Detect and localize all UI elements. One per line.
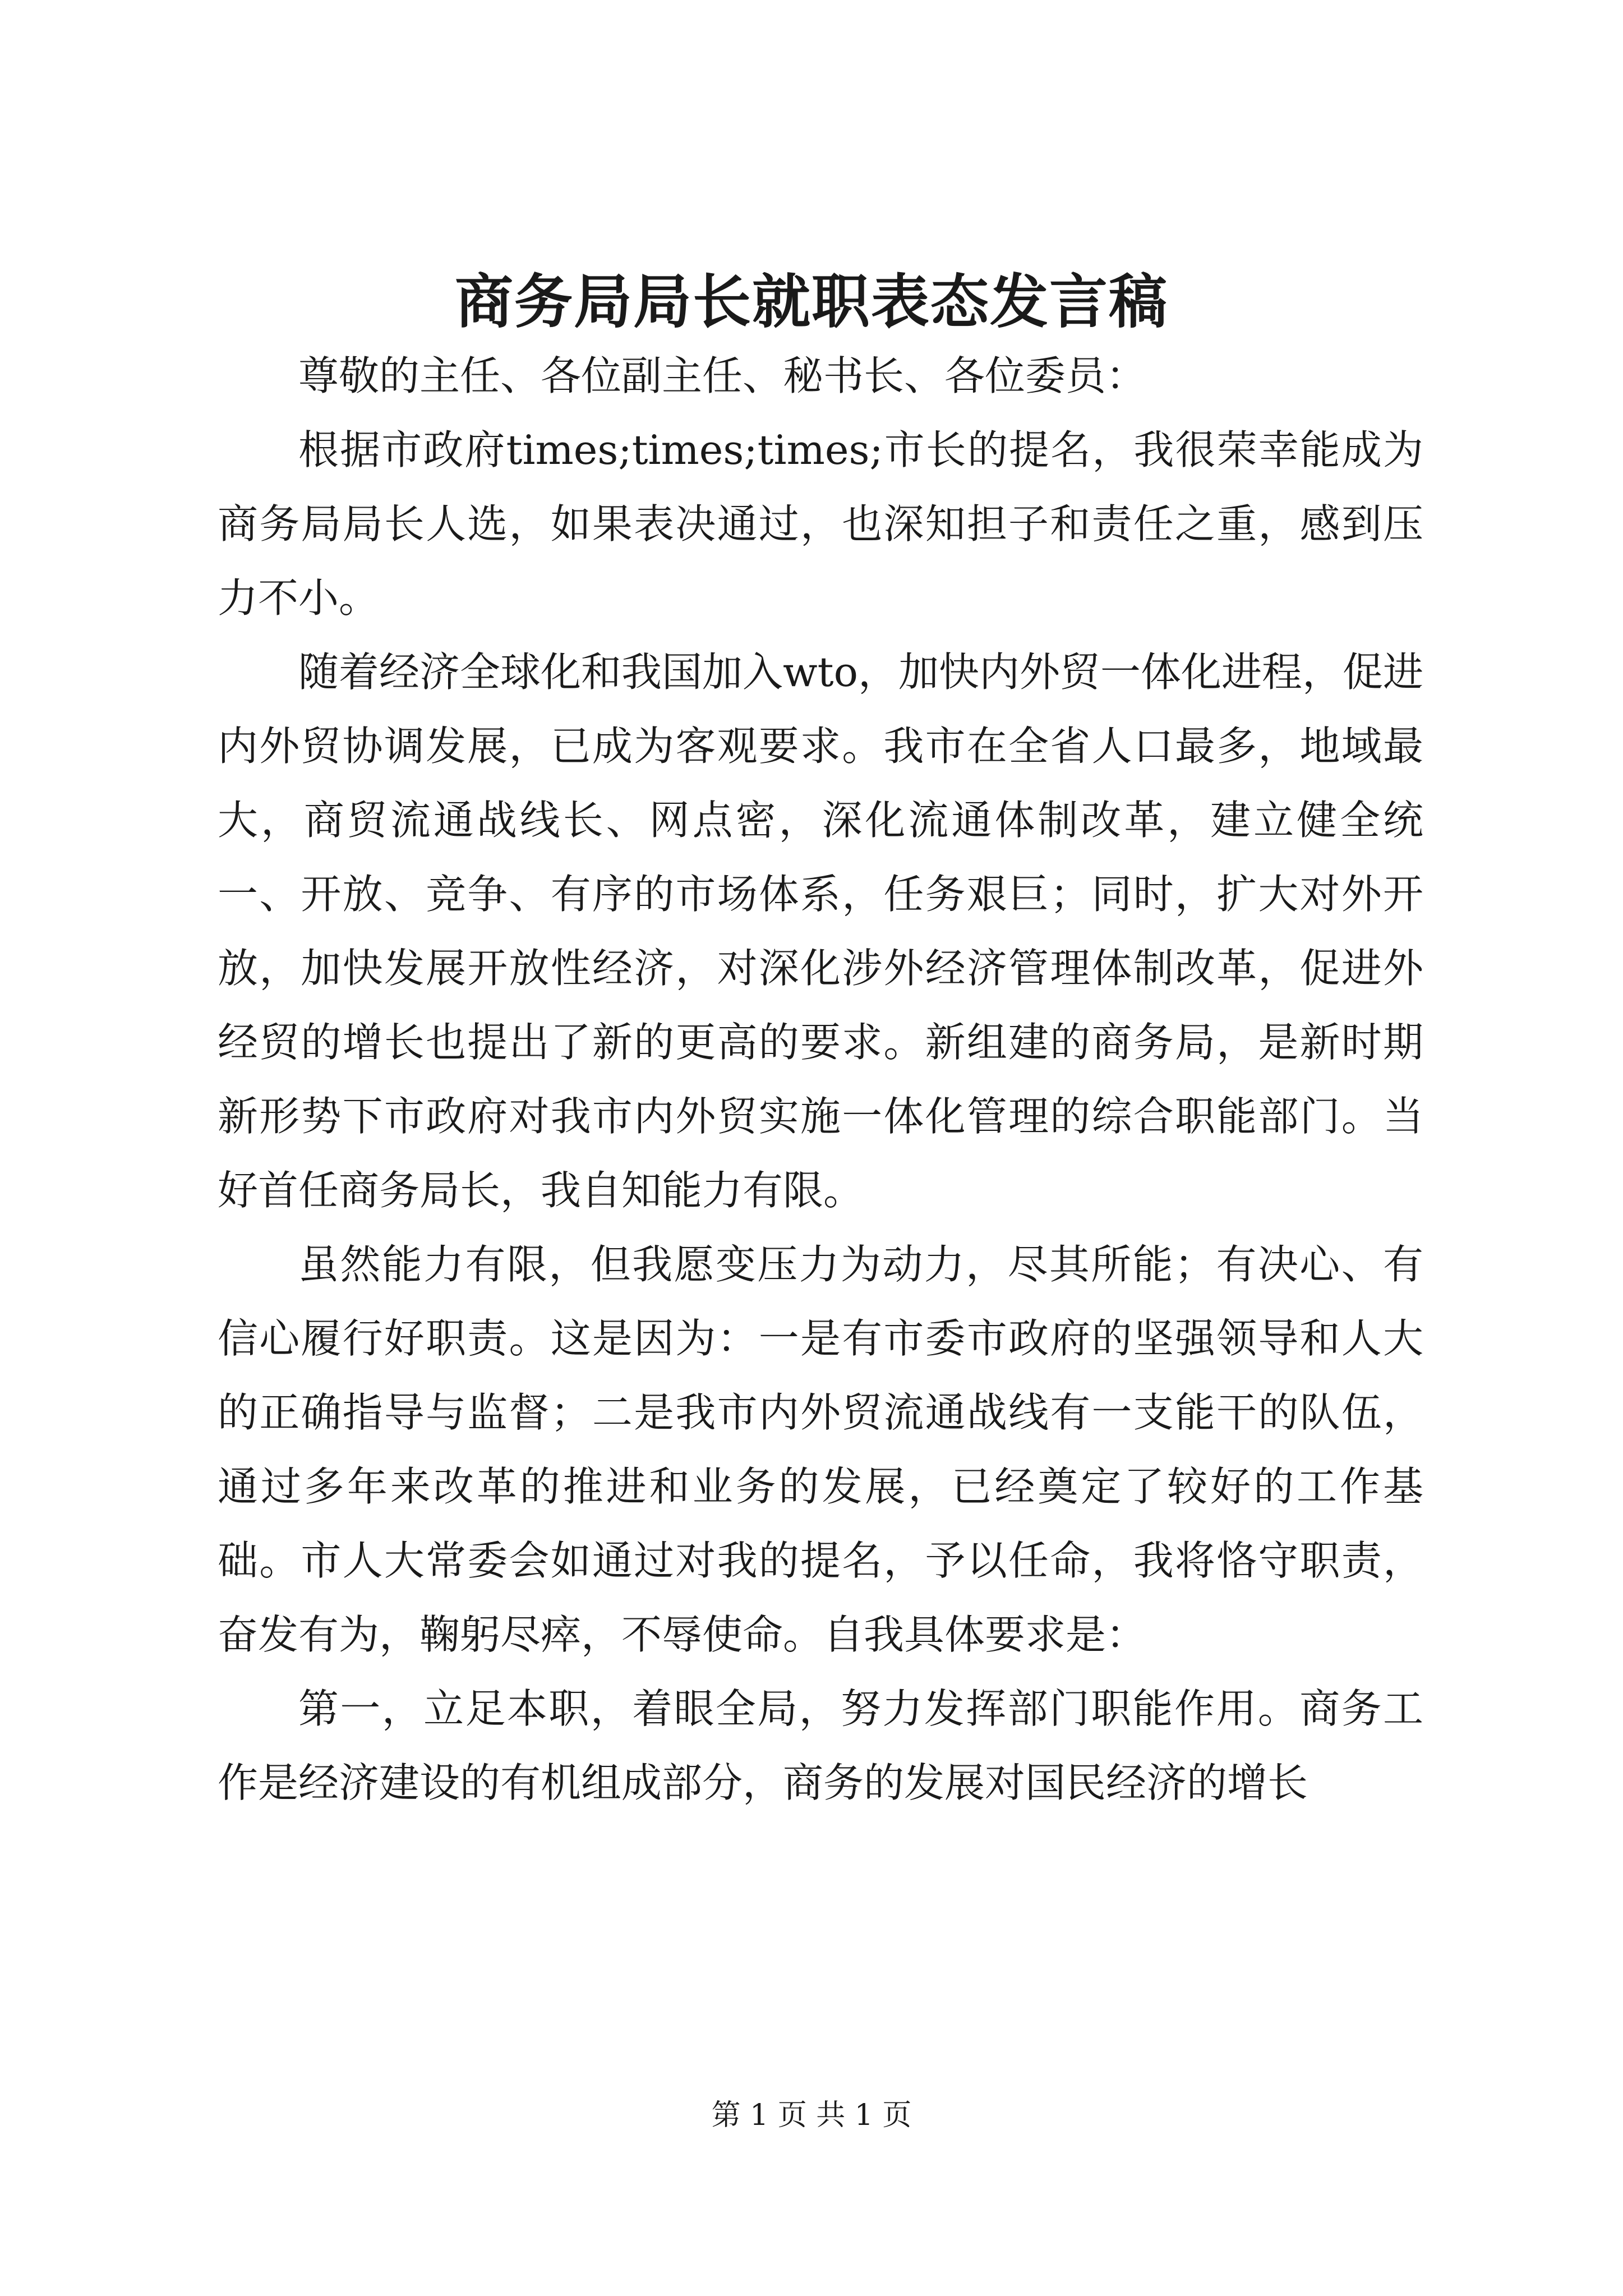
body-paragraph: 虽然能力有限，但我愿变压力为动力，尽其所能；有决心、有信心履行好职责。这是因为：一是有市委市政府的坚强领导和人大的正确指导与监督；二是我市内外贸流通战线有一支能干的队伍，通过多年来改革的推进和业务的发展，已经奠定了较好的工作基础。市人大常委会如通过对我的提名，予以任命，我将恪守职责，奋发有为，鞠躬尽瘁，不辱使命。自我具体要求是：	[218, 1241, 1423, 1658]
body-paragraph: 随着经济全球化和我国加入wto，加快内外贸一体化进程，促进内外贸协调发展，已成为客观要求。我市在全省人口最多，地域最大，商贸流通战线长、网点密，深化流通体制改革，建立健全统一、开放、竞争、有序的市场体系，任务艰巨；同时，扩大对外开放，加快发展开放性经济，对深化涉外经济管理体制改革，促进外经贸的增长也提出了新的更高的要求。新组建的商务局，是新时期新形势下市政府对我市内外贸实施一体化管理的综合职能部门。当好首任商务局长，我自知能力有限。	[218, 648, 1423, 1214]
body-paragraph: 第一，立足本职，着眼全局，努力发挥部门职能作用。商务工作是经济建设的有机组成部分，商务的发展对国民经济的增长	[218, 1685, 1423, 1806]
document-title: 商务局局长就职表态发言稿	[454, 267, 1168, 336]
salutation-paragraph: 尊敬的主任、各位副主任、秘书长、各位委员：	[298, 352, 1147, 399]
body-paragraph: 根据市政府times;times;times;市长的提名，我很荣幸能成为商务局局长人选，如果表决通过，也深知担子和责任之重，感到压力不小。	[218, 426, 1423, 622]
document-body	[218, 339, 1423, 1820]
page-number-footer: 第 1 页 共 1 页	[711, 2099, 912, 2132]
